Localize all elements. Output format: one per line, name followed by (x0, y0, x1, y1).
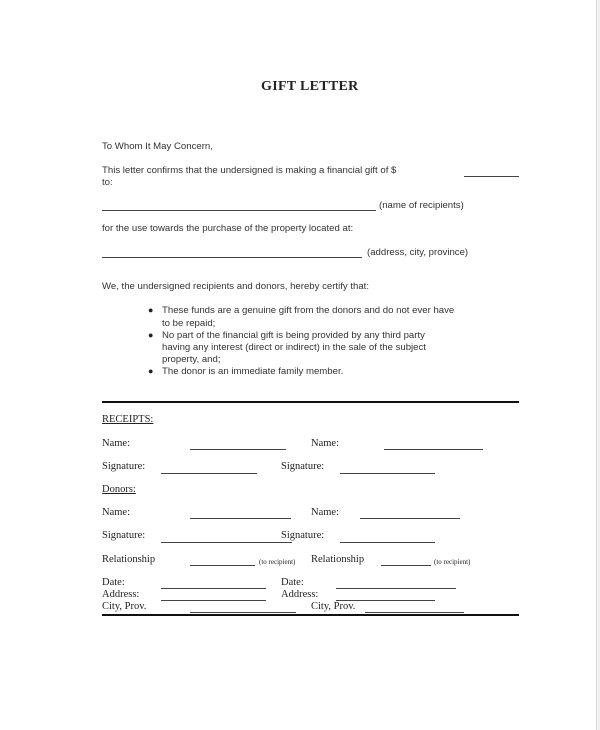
intro-line: This letter confirms that the undersigned is making a financial gift of $ (102, 165, 397, 176)
bullet-2-line3: property, and; (162, 354, 221, 365)
address-blank-left[interactable] (161, 600, 266, 601)
donor-name-label-right: Name: (311, 507, 339, 518)
donor-signature-blank-right[interactable] (340, 542, 435, 543)
address-label: (address, city, province) (367, 247, 469, 258)
gift-amount-blank[interactable] (464, 176, 519, 177)
relationship-blank-right[interactable] (381, 565, 431, 566)
receipt-signature-label-right: Signature: (281, 461, 325, 472)
donor-name-blank-right[interactable] (360, 518, 460, 519)
certify-line: We, the undersigned recipients and donors, hereby certify that: (102, 281, 370, 292)
donor-signature-label-right: Signature: (281, 530, 325, 541)
donor-signature-blank-left[interactable] (161, 542, 292, 543)
receipt-name-label-right: Name: (311, 438, 339, 449)
bullet-1-line1: These funds are a genuine gift from the donors and do not ever have (162, 305, 455, 316)
section-divider (102, 401, 519, 403)
donor-signature-label-left: Signature: (102, 530, 146, 541)
document-title: GIFT LETTER (261, 79, 359, 94)
bullet-2-line2: having any interest (direct or indirect) in the sale of the subject (162, 342, 426, 353)
receipt-signature-label-left: Signature: (102, 461, 146, 472)
bullet-dot: ● (148, 305, 154, 315)
bullet-2-line1: No part of the financial gift is being provided by any third party (162, 330, 425, 341)
receipt-signature-blank-left[interactable] (161, 473, 257, 474)
to-recipient-note-left: (to recipient) (259, 558, 296, 566)
property-address-blank[interactable] (102, 257, 362, 258)
date-blank-right[interactable] (336, 588, 456, 589)
bottom-divider (102, 614, 519, 616)
date-label-left: Date: (102, 577, 125, 588)
receipt-name-blank-left[interactable] (190, 449, 286, 450)
recipients-label: (name of recipients) (379, 200, 464, 211)
relationship-label-left: Relationship (102, 554, 156, 565)
city-prov-label-right: City, Prov. (311, 601, 356, 612)
bullet-3-line1: The donor is an immediate family member. (162, 366, 344, 377)
relationship-label-right: Relationship (311, 554, 365, 565)
donor-name-label-left: Name: (102, 507, 130, 518)
bullet-dot: ● (148, 330, 154, 340)
city-prov-blank-right[interactable] (365, 612, 464, 613)
donor-name-blank-left[interactable] (190, 518, 291, 519)
receipts-heading: RECEIPTS: (102, 414, 154, 425)
city-prov-label-left: City, Prov. (102, 601, 147, 612)
bullet-1-line2: to be repaid; (162, 318, 216, 329)
relationship-blank-left[interactable] (190, 565, 255, 566)
bullet-dot: ● (148, 366, 154, 376)
to-recipient-note-right: (to recipient) (434, 558, 471, 566)
donors-heading: Donors: (102, 484, 136, 495)
intro-to: to: (102, 177, 113, 188)
address-label-left: Address: (102, 589, 140, 600)
salutation: To Whom It May Concern, (102, 141, 213, 152)
receipt-signature-blank-right[interactable] (340, 473, 435, 474)
use-line: for the use towards the purchase of the property located at: (102, 223, 354, 234)
city-prov-blank-left[interactable] (190, 612, 296, 613)
receipt-name-label-left: Name: (102, 438, 130, 449)
receipt-name-blank-right[interactable] (384, 449, 483, 450)
date-label-right: Date: (281, 577, 304, 588)
recipients-blank[interactable] (102, 210, 376, 211)
date-blank-left[interactable] (161, 588, 266, 589)
address-label-right: Address: (281, 589, 319, 600)
